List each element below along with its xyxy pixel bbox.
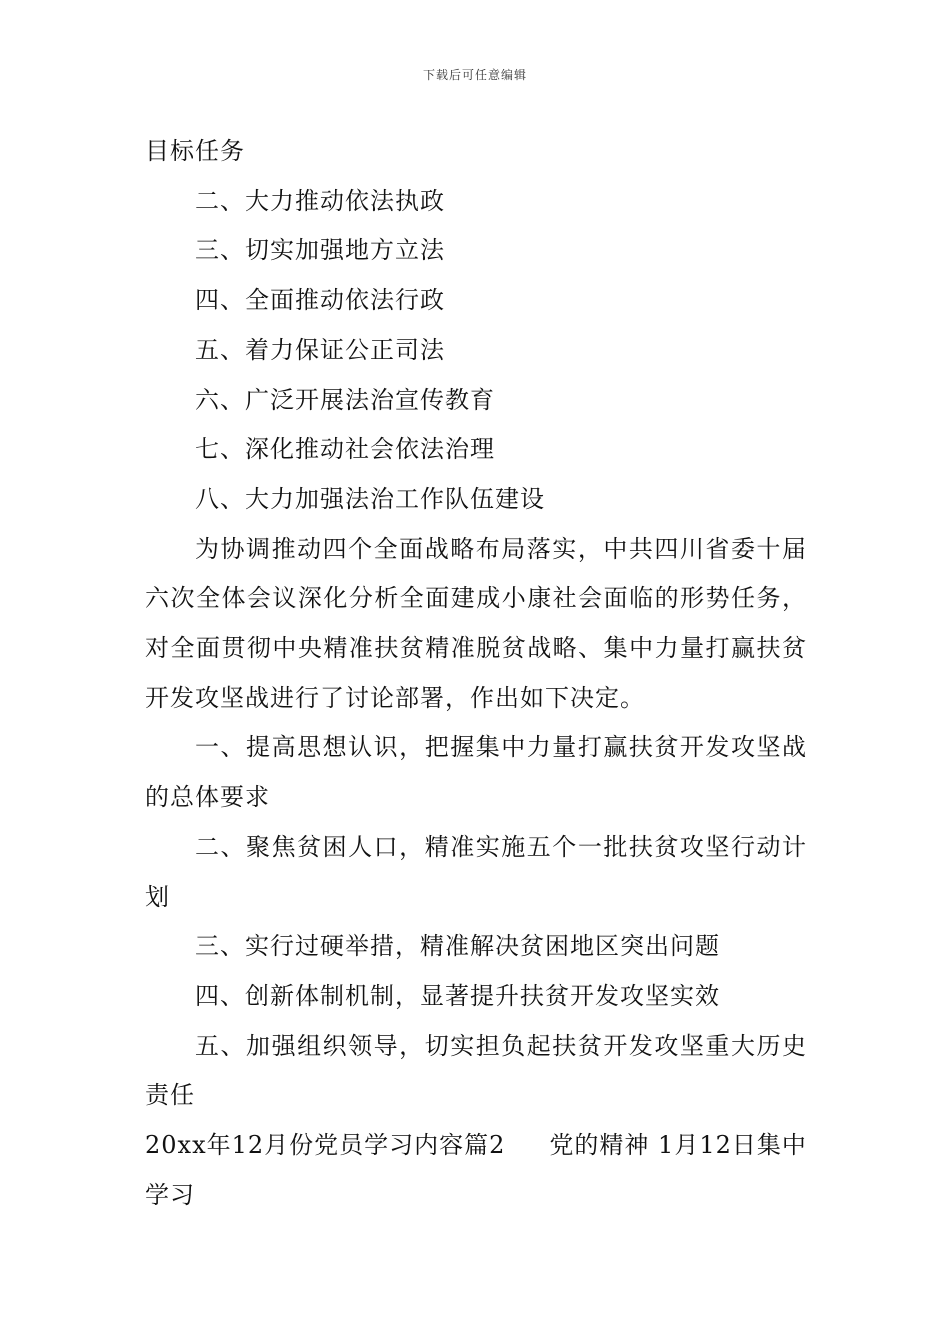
list-item: 四、创新体制机制，显著提升扶贫开发攻坚实效 [195, 981, 720, 1010]
list-item: 五、着力保证公正司法 [195, 335, 445, 364]
document-body [145, 127, 807, 1220]
paragraph-decision-intro: 为协调推动四个全面战略布局落实，中共四川省委十届六次全体会议深化分析全面建成小康社会面临的形势任务，对全面贯彻中央精准扶贫精准脱贫战略、集中力量打赢扶贫开发攻坚战进行了讨论部署，作出如下决定。 [145, 534, 807, 712]
list-item: 七、深化推动社会依法治理 [195, 435, 495, 464]
section-heading-line [145, 1121, 807, 1220]
list-item: 四、全面推动依法行政 [195, 286, 445, 315]
list-item: 一、提高思想认识，把握集中力量打赢扶贫开发攻坚战的总体要求 [145, 733, 807, 812]
list-item: 三、切实加强地方立法 [195, 236, 445, 265]
page-header-note: 下载后可任意编辑 [422, 68, 527, 82]
list-item: 二、大力推动依法执政 [195, 186, 445, 215]
paragraph-target-tasks: 目标任务 [145, 137, 245, 165]
list-item: 二、聚焦贫困人口，精准实施五个一批扶贫攻坚行动计划 [145, 832, 807, 911]
list-item: 五、加强组织领导，切实担负起扶贫开发攻坚重大历史责任 [145, 1031, 807, 1110]
section-title: 20xx年12月份党员学习内容篇2 [145, 1131, 506, 1160]
list-item: 三、实行过硬举措，精准解决贫困地区突出问题 [195, 932, 720, 961]
list-item: 八、大力加强法治工作队伍建设 [195, 484, 545, 513]
section-subtitle: 党的精神 1月12日集中学习 [145, 1131, 807, 1209]
list-item: 六、广泛开展法治宣传教育 [195, 385, 495, 414]
